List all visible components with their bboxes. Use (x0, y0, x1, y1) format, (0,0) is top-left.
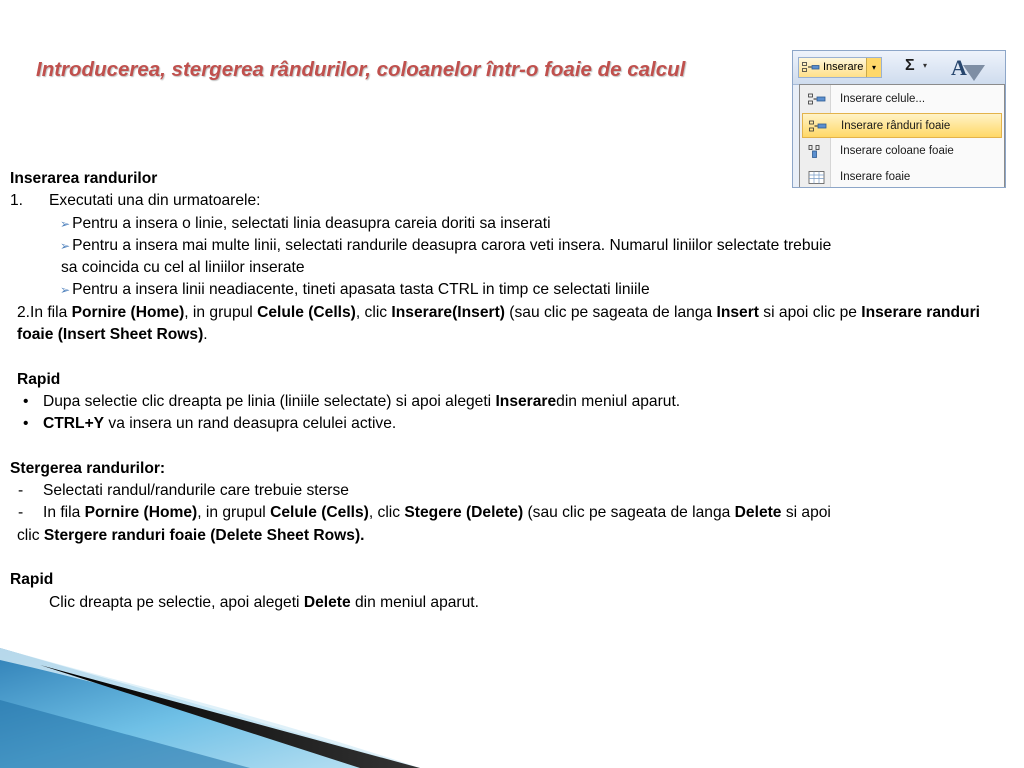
menu-item-insert-sheet-rows (802, 113, 1002, 138)
step-1: 1. Executati una din urmatoarele: (10, 192, 261, 210)
autosum-icon: Σ (905, 57, 915, 74)
arrow-item: ➢ Pentru a insera mai multe linii, selectati randurile deasupra carora veti insera. Numarul liniilor selectate trebuie (60, 236, 832, 254)
chevron-down-icon: ▾ (923, 61, 928, 70)
menu-item-insert-sheet-columns (802, 139, 1002, 164)
section-heading-delete: Stergerea randurilor: (10, 459, 166, 477)
insert-button-label: Inserare (823, 61, 864, 73)
bullet-icon: • (23, 415, 29, 433)
arrow-bullet-icon: ➢ (60, 283, 71, 298)
insert-cells-icon (808, 93, 826, 106)
delete-item-continuation: clic Stergere randuri foaie (Delete Sheet Rows). (17, 526, 365, 544)
sort-filter-icon: A (951, 55, 967, 80)
step-2: 2.In fila Pornire (Home), in grupul Celule (Cells), clic Inserare(Insert) (sau clic pe sageata de langa Insert si apoi clic pe Inserare randuri foaie (Insert Sheet Rows). (17, 303, 980, 344)
arrow-bullet-icon: ➢ (60, 238, 71, 253)
section-heading-insert: Inserarea randurilor (10, 170, 158, 187)
slide-body (10, 168, 980, 614)
menu-item-label: Inserare celule... (840, 93, 926, 105)
arrow-item: ➢ Pentru a insera o linie, selectati linia deasupra careia doriti sa inserati (60, 214, 551, 232)
insert-button (798, 57, 882, 78)
arrow-item-continuation: sa coincida cu cel al liniilor inserate (61, 259, 305, 277)
rapid-item: • CTRL+Y va insera un rand deasupra celulei active. (10, 413, 980, 435)
slide-title: Introducerea, stergerea rândurilor, coloanelor într-o foaie de calcul (36, 58, 686, 81)
chevron-down-icon: ▾ (866, 58, 881, 77)
menu-item-label: Inserare coloane foaie (840, 145, 954, 157)
menu-item-label: Inserare rânduri foaie (841, 120, 951, 132)
rapid-heading: Rapid (10, 571, 54, 589)
insert-rows-icon (809, 120, 827, 133)
rapid-heading: Rapid (17, 370, 61, 388)
menu-item-insert-cells (802, 87, 1002, 112)
rapid-text: Clic dreapta pe selectie, apoi alegeti Delete din meniul aparut. (49, 593, 479, 611)
insert-rows-icon (802, 62, 820, 73)
ribbon-strip (793, 51, 1005, 85)
delete-item: - In fila Pornire (Home), in grupul Celule (Cells), clic Stegere (Delete) (sau clic pe sageata de langa Delete si apoi (18, 504, 831, 522)
arrow-item: ➢ Pentru a insera linii neadiacente, tineti apasata tasta CTRL in timp ce selectati liniile (60, 281, 650, 299)
bullet-icon: • (23, 392, 29, 410)
insert-columns-icon (808, 145, 826, 158)
arrow-bullet-icon: ➢ (60, 216, 71, 231)
rapid-item: • Dupa selectie clic dreapta pe linia (liniile selectate) si apoi alegeti Inseraredin meniul aparut. (10, 391, 980, 413)
funnel-icon (963, 65, 985, 81)
menu-item-label: Inserare foaie (840, 171, 911, 183)
delete-item: - Selectati randul/randurile care trebuie sterse (18, 482, 349, 500)
